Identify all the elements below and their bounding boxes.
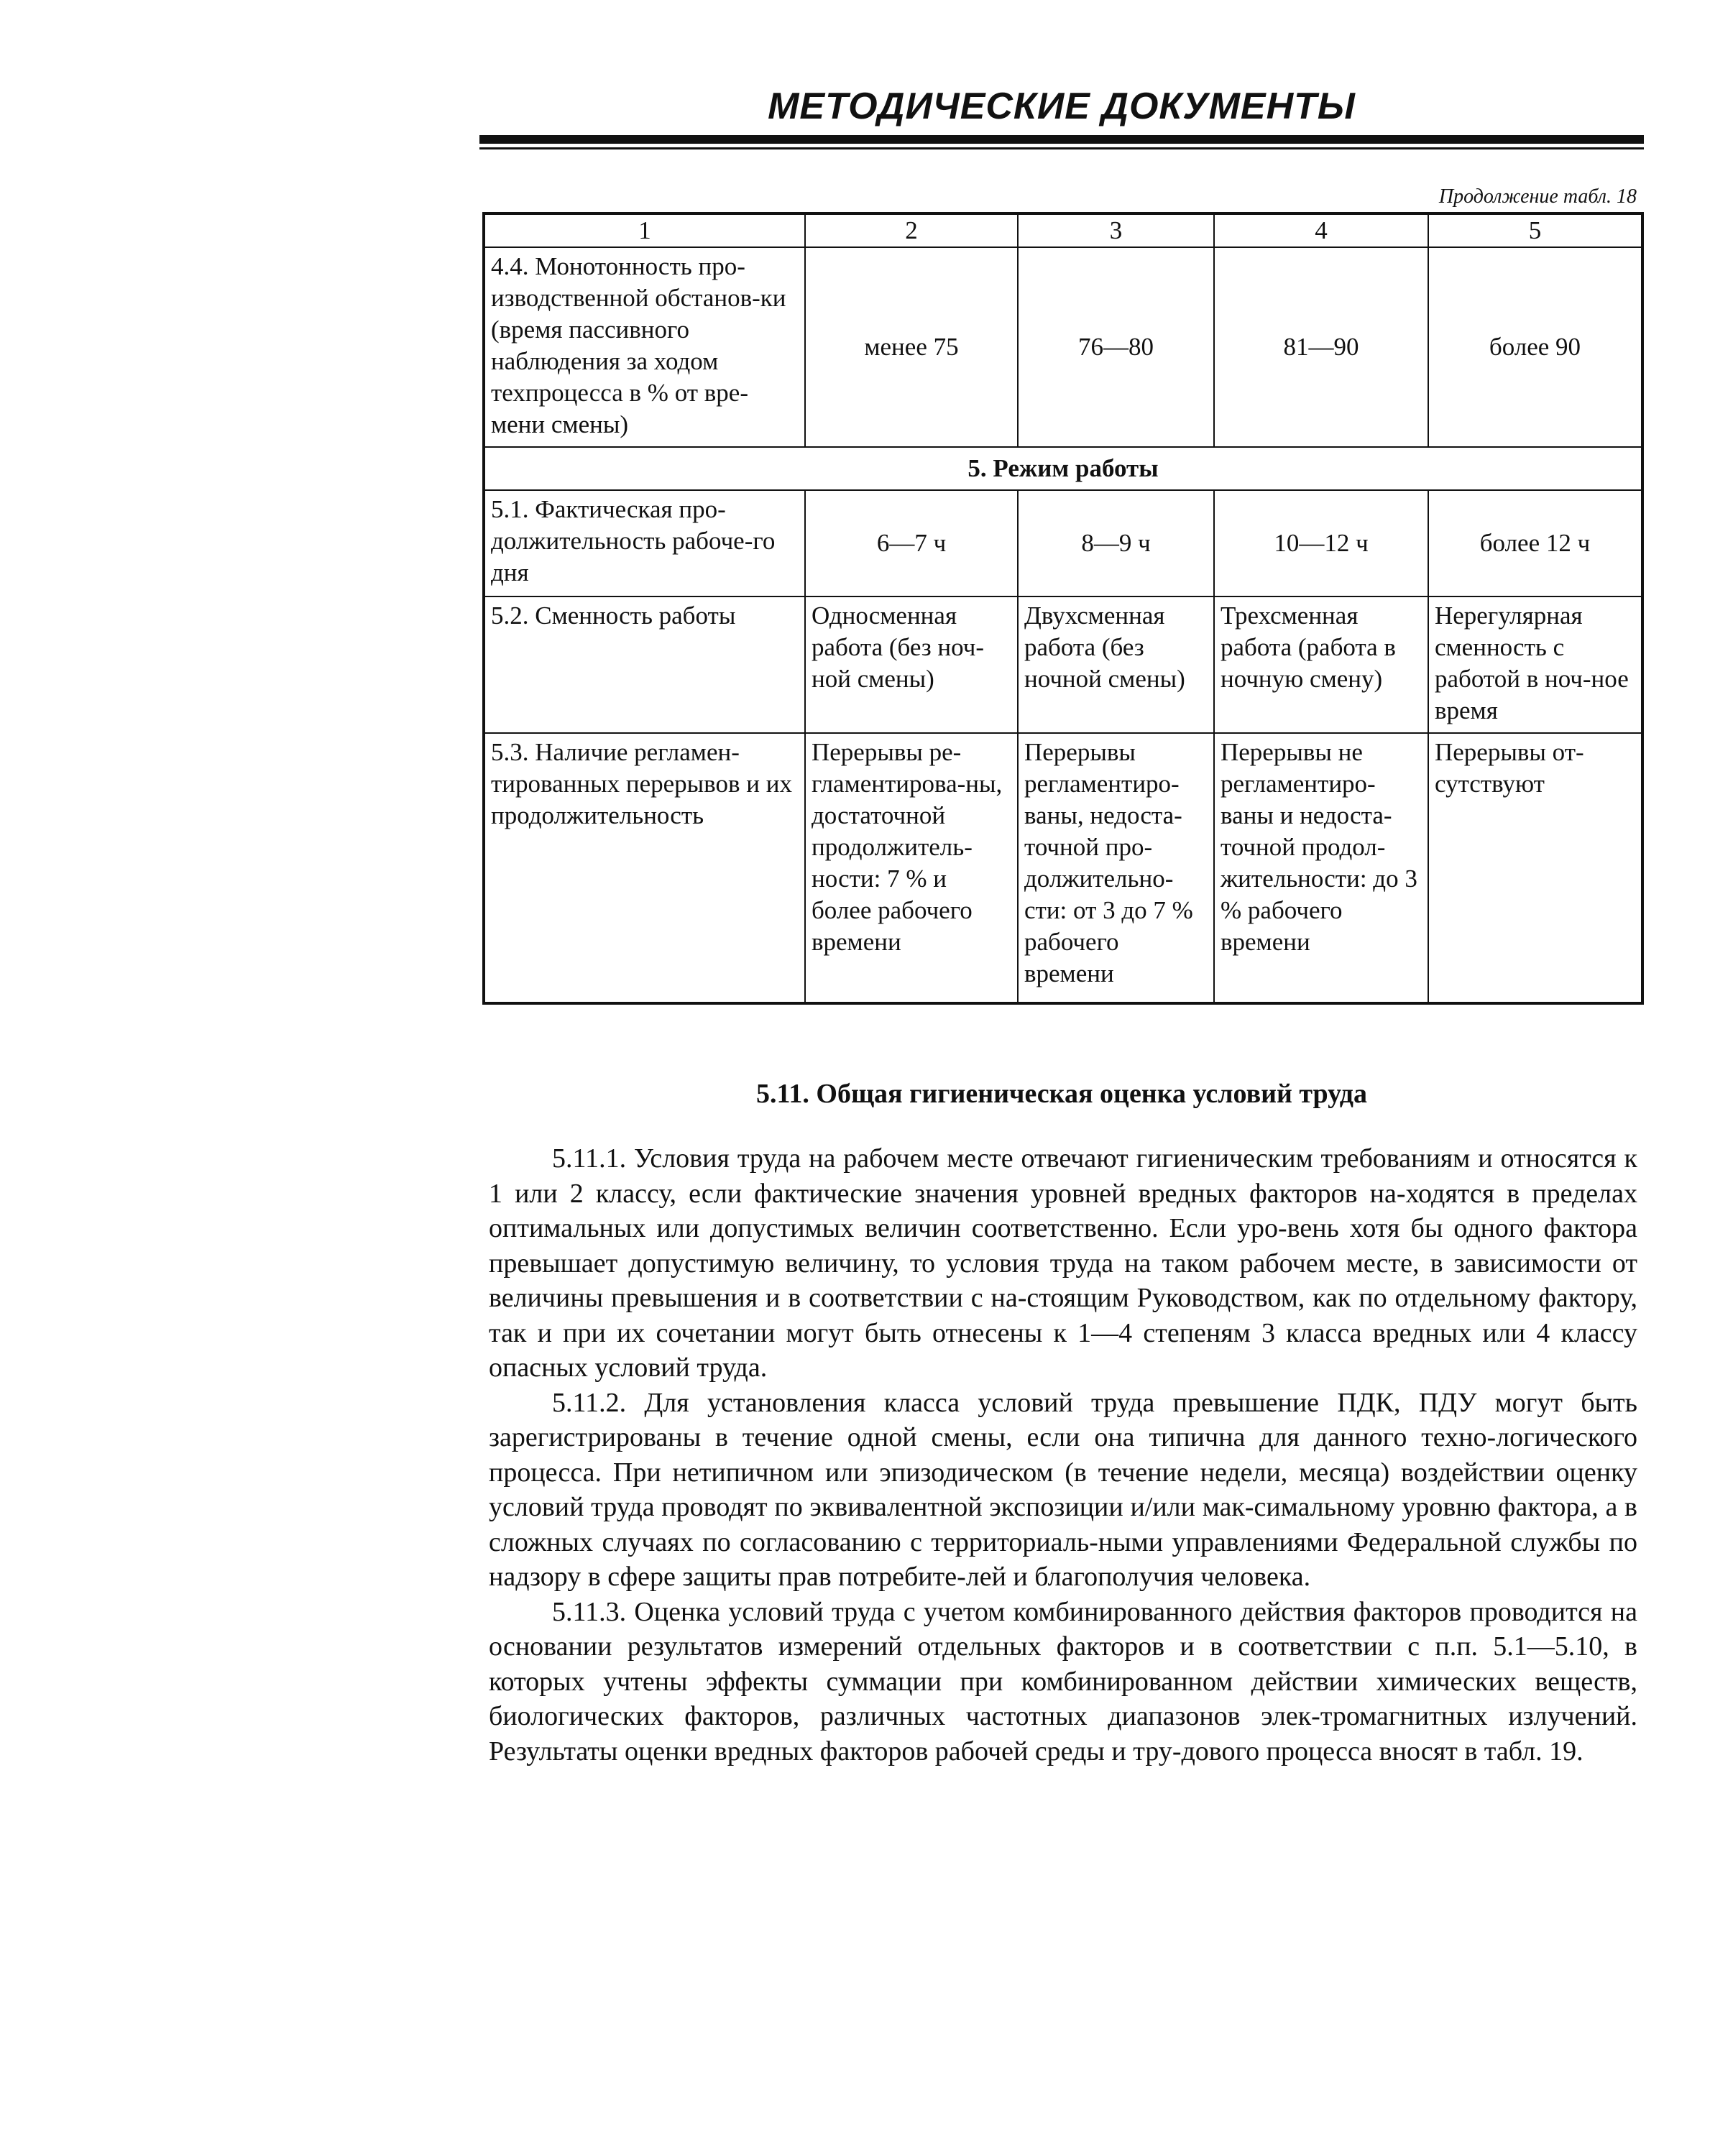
table-cell: более 12 ч — [1428, 490, 1642, 596]
column-number: 4 — [1214, 213, 1428, 247]
table-cell: Нерегулярная сменность с работой в ноч-ное время — [1428, 596, 1642, 733]
column-number: 2 — [805, 213, 1018, 247]
column-number-row — [484, 213, 1642, 247]
header-rule-thick — [479, 135, 1644, 144]
paragraph: 5.11.1. Условия труда на рабочем месте отвечают гигиеническим требованиям и относятся к 1 или 2 классу, если фактические значения уровней вредных факторов на-ходятся в пределах оптимальных или допустимых величин соответственно. Если уро-вень хотя бы одного фактора превышает допустимую величину, то условия труда на таком рабочем месте, в зависимости от величины превышения и в соответствии с на-стоящим Руководством, как по отдельному фактору, так и при их сочетании могут быть отнесены к 1—4 степеням 3 класса вредных или 4 классу опасных условий труда. — [489, 1143, 1637, 1383]
table-row — [484, 596, 1642, 733]
section-body — [489, 1141, 1637, 1769]
section-title: 5.11. Общая гигиеническая оценка условий труда — [755, 1079, 1367, 1109]
row-label: 5.2. Сменность работы — [484, 596, 805, 733]
table-cell: Перерывы не регламентиро-ваны и недоста-точной продол-жительности: до 3 % рабочего времени — [1214, 733, 1428, 1003]
table-cell: Перерывы регламентиро-ваны, недоста-точной про-должительно-сти: от 3 до 7 % рабочего времени — [1018, 733, 1214, 1003]
row-label: 5.3. Наличие регламен-тированных перерывов и их продолжительность — [484, 733, 805, 1003]
table-row — [484, 247, 1642, 447]
table-continuation-caption: Продолжение табл. 18 — [1438, 185, 1637, 208]
row-label: 4.4. Монотонность про-изводственной обстанов-ки (время пассивного наблюдения за ходом техпроцесса в % от вре-мени смены) — [484, 247, 805, 447]
section-heading: 5. Режим работы — [484, 447, 1642, 490]
paragraph: 5.11.2. Для установления класса условий труда превышение ПДК, ПДУ могут быть зарегистрированы в течение одной смены, если она типична для данного техно-логического процесса. При нетипичном или эпизодическом (в течение недели, месяца) воздействии оценку условий труда проводят по эквивалентной экспозиции и/или мак-симальному уровню фактора, а в сложных случаях по согласованию с территориаль-ными управлениями Федеральной службы по надзору в сфере защиты прав потребите-лей и благополучия человека. — [489, 1387, 1637, 1592]
table-cell: Двухсменная работа (без ночной смены) — [1018, 596, 1214, 733]
column-number: 1 — [484, 213, 805, 247]
table-cell: менее 75 — [805, 247, 1018, 447]
paragraph: 5.11.3. Оценка условий труда с учетом комбинированного действия факторов проводится на основании результатов измерений отдельных факторов и в соответствии с п.п. 5.1—5.10, в которых учтены эффекты суммации при комбинированном действии химических веществ, биологических факторов, различных частотных диапазонов элек-тромагнитных излучений. Результаты оценки вредных факторов рабочей среды и тру-дового процесса вносят в табл. 19. — [489, 1596, 1637, 1766]
header-rule-thin — [479, 147, 1644, 149]
table-cell: Перерывы ре-гламентирова-ны, достаточной продолжитель-ности: 7 % и более рабочего времени — [805, 733, 1018, 1003]
column-number: 5 — [1428, 213, 1642, 247]
table-cell: 6—7 ч — [805, 490, 1018, 596]
row-label: 5.1. Фактическая про-должительность рабоче-го дня — [484, 490, 805, 596]
table-row — [484, 733, 1642, 1003]
table-cell: 76—80 — [1018, 247, 1214, 447]
table-cell: более 90 — [1428, 247, 1642, 447]
table-cell: 10—12 ч — [1214, 490, 1428, 596]
column-number: 3 — [1018, 213, 1214, 247]
table-row — [484, 490, 1642, 596]
table-cell: Односменная работа (без ноч-ной смены) — [805, 596, 1018, 733]
table-cell: 81—90 — [1214, 247, 1428, 447]
header-title: МЕТОДИЧЕСКИЕ ДОКУМЕНТЫ — [768, 86, 1356, 127]
running-header — [479, 78, 1644, 149]
section-row — [484, 447, 1642, 490]
hygiene-table — [482, 212, 1644, 1005]
table-cell: 8—9 ч — [1018, 490, 1214, 596]
table-cell: Перерывы от-сутствуют — [1428, 733, 1642, 1003]
table-cell: Трехсменная работа (работа в ночную смену) — [1214, 596, 1428, 733]
